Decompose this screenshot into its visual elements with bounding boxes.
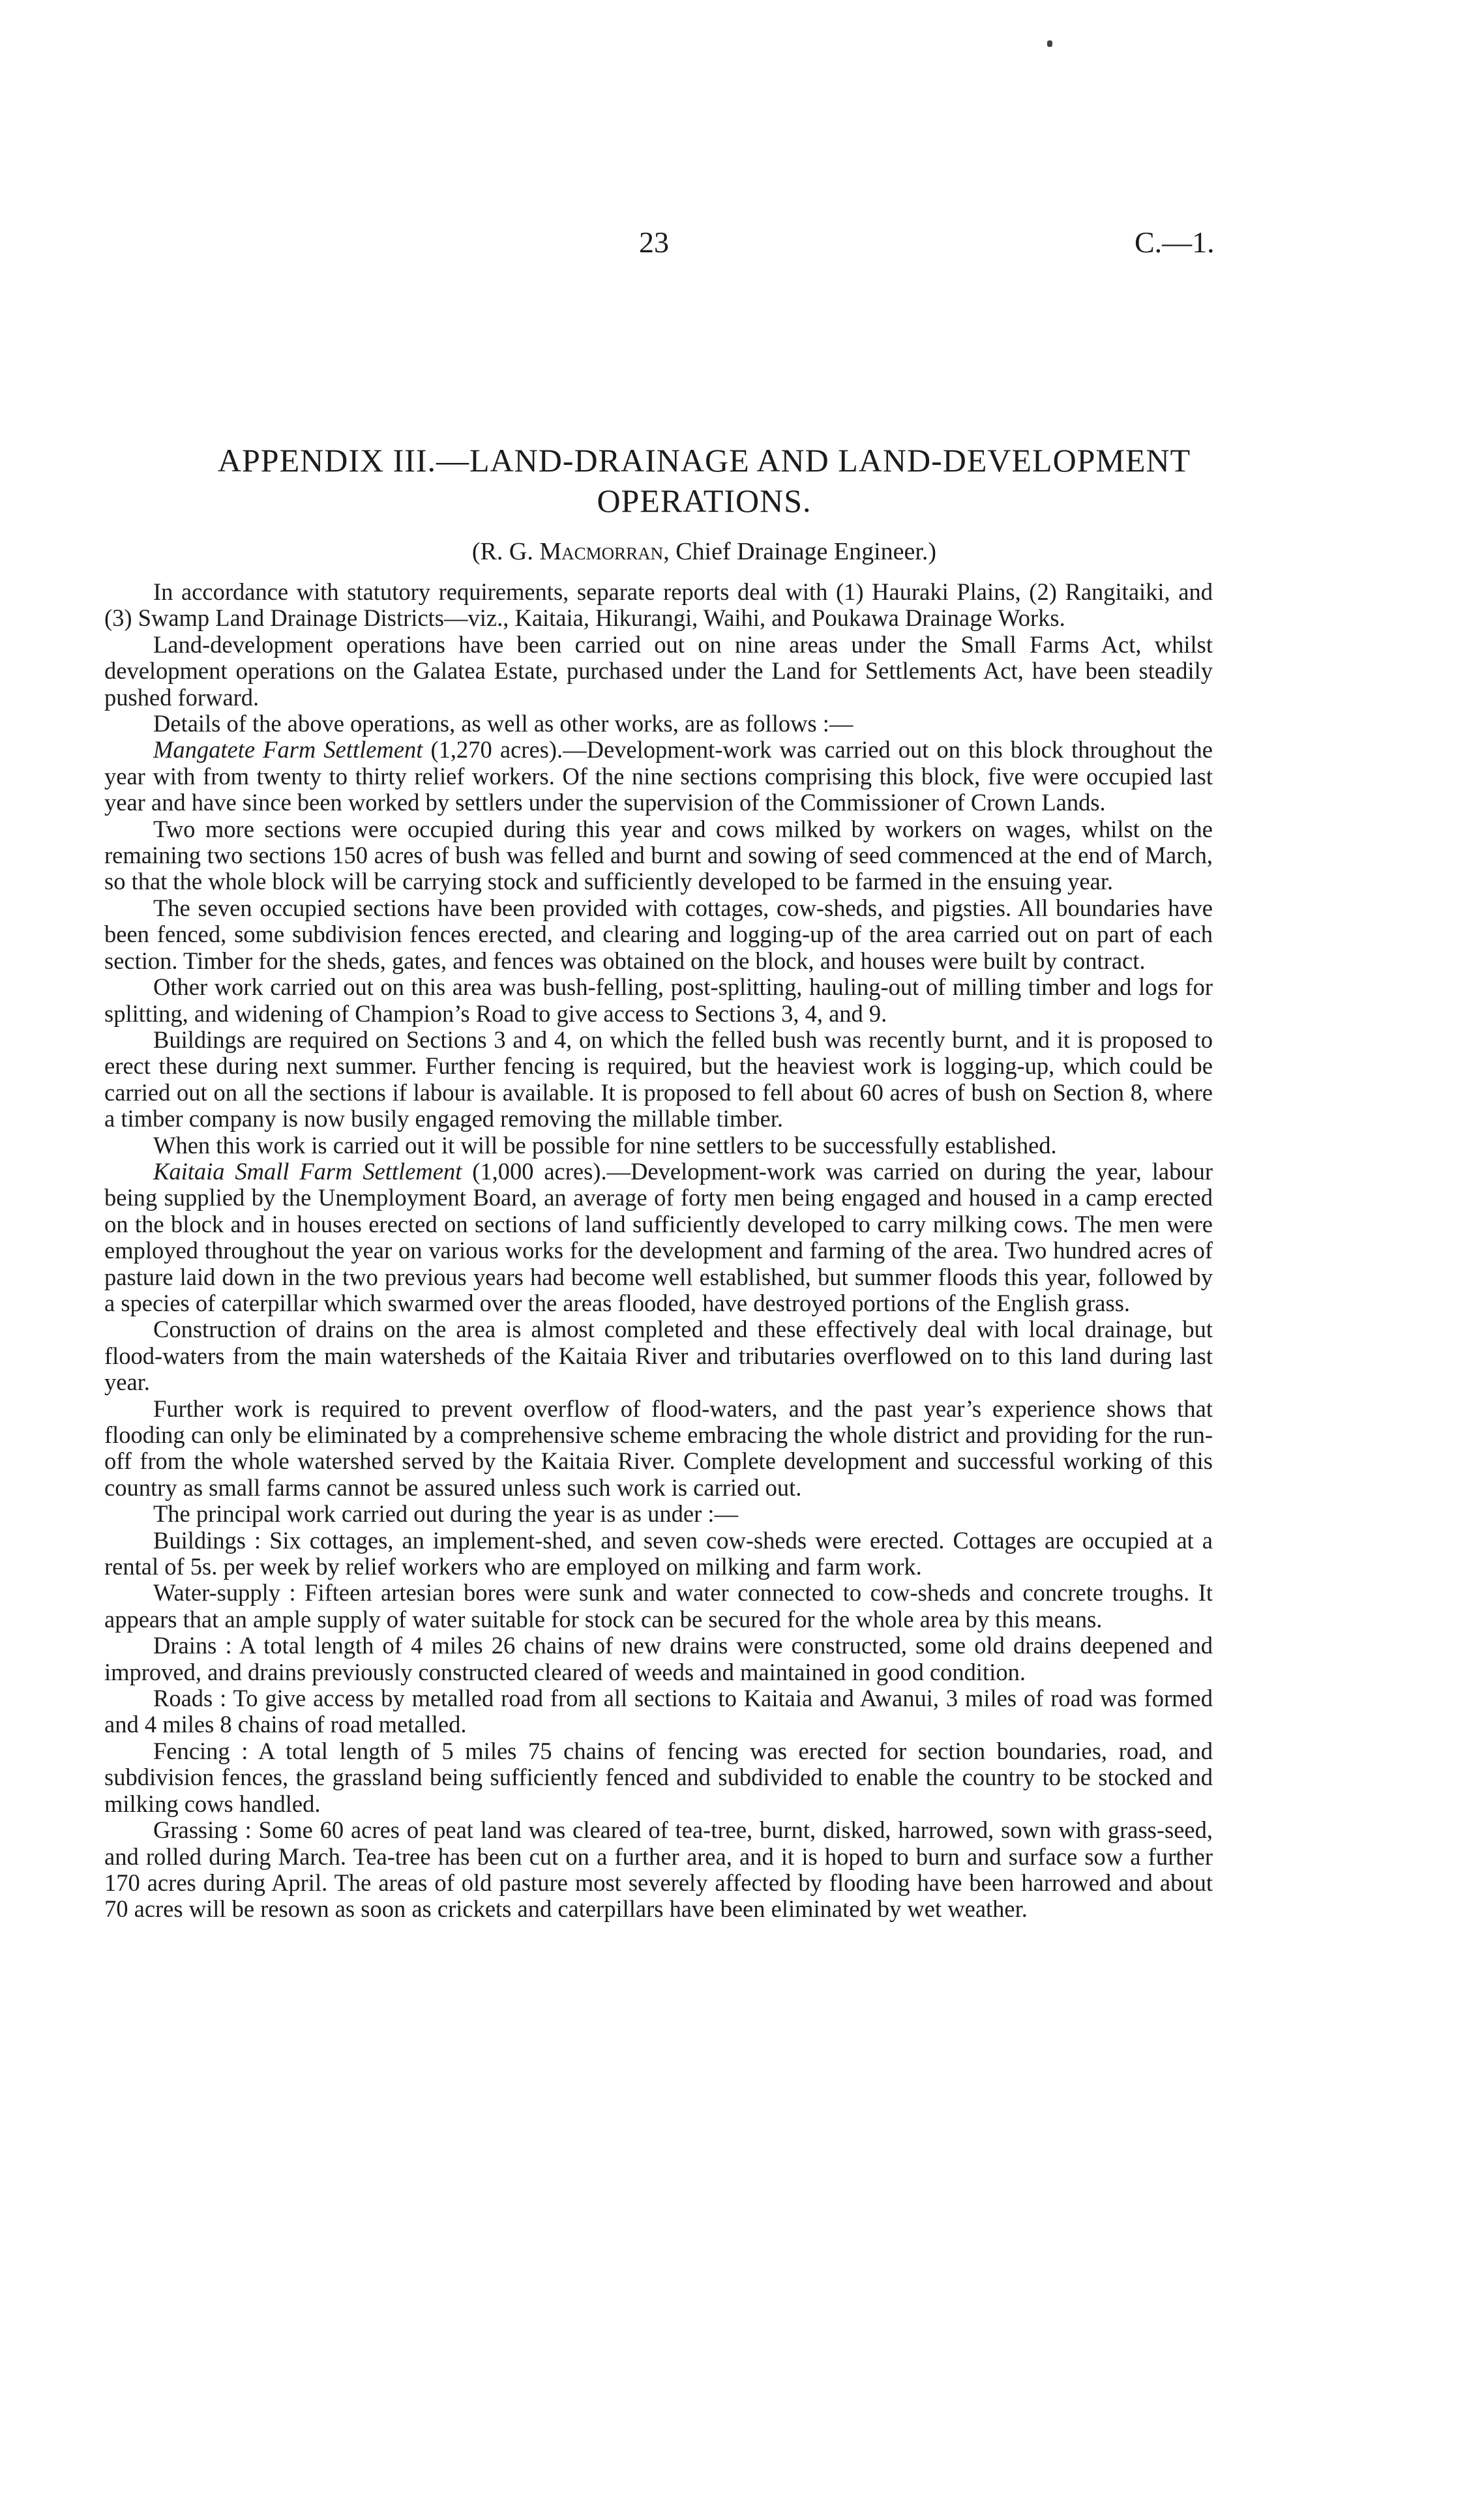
paragraph: [104, 1580, 1213, 1633]
body-text: [104, 579, 1213, 1923]
paragraph-text: Two more sections were occupied during this year and cows milked by workers on wages, whilst on the remaining two sections 150 acres of bush was felled and burnt and sowing of seed commenced at the end of March, so that the whole block will be carrying stock and sufficiently developed to be farmed in the ensuing year.: [104, 815, 1213, 895]
paragraph-text: The principal work carried out during the year is as under :—: [153, 1500, 738, 1528]
paragraph: [104, 974, 1213, 1027]
paragraph: [104, 1396, 1213, 1502]
scan-speck: [1047, 40, 1052, 47]
paragraph: [104, 1528, 1213, 1580]
paragraph-text: Details of the above operations, as well as other works, are as follows :—: [153, 710, 853, 737]
paragraph-text: Drains : A total length of 4 miles 26 chains of new drains were constructed, some old drains deepened and improved, and drains previously constructed cleared of weeds and maintained in good condition.: [104, 1632, 1213, 1685]
author-name: Macmorran: [539, 538, 664, 565]
paragraph: [104, 1633, 1213, 1685]
settlement-name: Mangatete Farm Settlement: [153, 736, 423, 763]
paragraph: [104, 1685, 1213, 1738]
paragraph: [104, 1027, 1213, 1133]
report-code: C.—1.: [1135, 226, 1215, 259]
paragraph-text: (1,000 acres).—Development-work was carried on during the year, labour being supplied by the Unemployment Board, an average of forty men being engaged and housed in a camp erected on the block and in houses erected on sections of land sufficiently developed to carry milking cows. The men were employed throughout the year on various works for the development and farming of the area. Two hundred acres of pasture laid down in the two previous years had become well established, but summer floods this year, followed by a species of caterpillar which swarmed over the areas flooded, have destroyed portions of the English grass.: [104, 1157, 1213, 1316]
paragraph-text: Water-supply : Fifteen artesian bores were sunk and water connected to cow-sheds and concrete troughs. It appears that an ample supply of water suitable for stock can be secured for the whole area by this means.: [104, 1579, 1213, 1633]
paragraph-text: The seven occupied sections have been provided with cottages, cow-sheds, and pigsties. All boundaries have been fenced, some subdivision fences erected, and clearing and logging-up of the area carried out on part of each section. Timber for the sheds, gates, and fences was obtained on the block, and houses were built by contract.: [104, 894, 1213, 974]
appendix-title: [104, 440, 1304, 521]
paragraph: [104, 1817, 1213, 1923]
paragraph-text: Grassing : Some 60 acres of peat land was cleared of tea-tree, burnt, disked, harrowed, sown with grass-seed, and rolled during March. Tea-tree has been cut on a further area, and it is hoped to burn and surface sow a further 170 acres during April. The areas of old pasture most severely affected by flooding have been harrowed and about 70 acres will be resown as soon as crickets and caterpillars have been eliminated by wet weather.: [104, 1816, 1213, 1923]
paragraph-text: Land-development operations have been carried out on nine areas under the Small Farms Act, whilst development operations on the Galatea Estate, purchased under the Land for Settlements Act, have been steadily pushed forward.: [104, 630, 1213, 711]
author-prefix: (R. G.: [471, 538, 540, 565]
paragraph: [104, 711, 1213, 737]
paragraph: [104, 1316, 1213, 1395]
title-line-1: APPENDIX III.—LAND-DRAINAGE AND LAND-DEVELOPMENT: [217, 442, 1191, 479]
paragraph: [104, 737, 1213, 816]
paragraph-text: Fencing : A total length of 5 miles 75 chains of fencing was erected for section boundaries, road, and subdivision fences, the grassland being sufficiently fenced and subdivided to enable the country to be stocked and milking cows handled.: [104, 1737, 1213, 1817]
paragraph-text: (1,270 acres).—Development-work was carried out on this block throughout the year with from twenty to thirty relief workers. Of the nine sections comprising this block, five were occupied last year and have since been worked by settlers under the supervision of the Commissioner of Crown Lands.: [104, 736, 1213, 816]
page-number: 23: [639, 226, 669, 259]
paragraph-text: Buildings are required on Sections 3 and 4, on which the felled bush was recently burnt, and it is proposed to erect these during next summer. Further fencing is required, but the heaviest work is logging-up, which could be carried out on all the sections if labour is available. It is proposed to fell about 60 acres of bush on Section 8, where a timber company is now busily engaged removing the millable timber.: [104, 1026, 1213, 1133]
paragraph: [104, 895, 1213, 974]
page-header: [0, 225, 1484, 264]
author-role: , Chief Drainage Engineer.): [663, 538, 937, 565]
paragraph: [104, 1738, 1213, 1817]
settlement-name: Kaitaia Small Farm Settlement: [153, 1157, 462, 1185]
paragraph: [104, 632, 1213, 711]
paragraph-text: When this work is carried out it will be possible for nine settlers to be successfully established.: [153, 1131, 1057, 1159]
paragraph-text: Further work is required to prevent overflow of flood-waters, and the past year’s experience shows that flooding can only be eliminated by a comprehensive scheme embracing the whole district and providing for the run-off from the whole watershed served by the Kaitaia River. Complete development and successful working of this country as small farms cannot be assured unless such work is carried out.: [104, 1395, 1213, 1501]
paragraph-text: Other work carried out on this area was bush-felling, post-splitting, hauling-out of milling timber and logs for splitting, and widening of Champion’s Road to give access to Sections 3, 4, and 9.: [104, 973, 1213, 1027]
paragraph: [104, 1159, 1213, 1316]
paragraph: [104, 1133, 1213, 1159]
paragraph: [104, 816, 1213, 895]
author-line: [104, 537, 1304, 566]
title-line-2: OPERATIONS.: [597, 482, 812, 519]
paragraph-text: In accordance with statutory requirements, separate reports deal with (1) Hauraki Plains, (2) Rangitaiki, and (3) Swamp Land Drainage Districts—viz., Kaitaia, Hikurangi, Waihi, and Poukawa Drainage Works.: [104, 578, 1213, 632]
paragraph-text: Buildings : Six cottages, an implement-shed, and seven cow-sheds were erected. Cottages are occupied at a rental of 5s. per week by relief workers who are employed on milking and farm work.: [104, 1526, 1213, 1580]
paragraph: [104, 579, 1213, 632]
paragraph-text: Roads : To give access by metalled road from all sections to Kaitaia and Awanui, 3 miles of road was formed and 4 miles 8 chains of road metalled.: [104, 1685, 1213, 1738]
paragraph-text: Construction of drains on the area is almost completed and these effectively deal with local drainage, but flood-waters from the main watersheds of the Kaitaia River and tributaries overflowed on to this land during last year.: [104, 1316, 1213, 1396]
paragraph: [104, 1501, 1213, 1527]
